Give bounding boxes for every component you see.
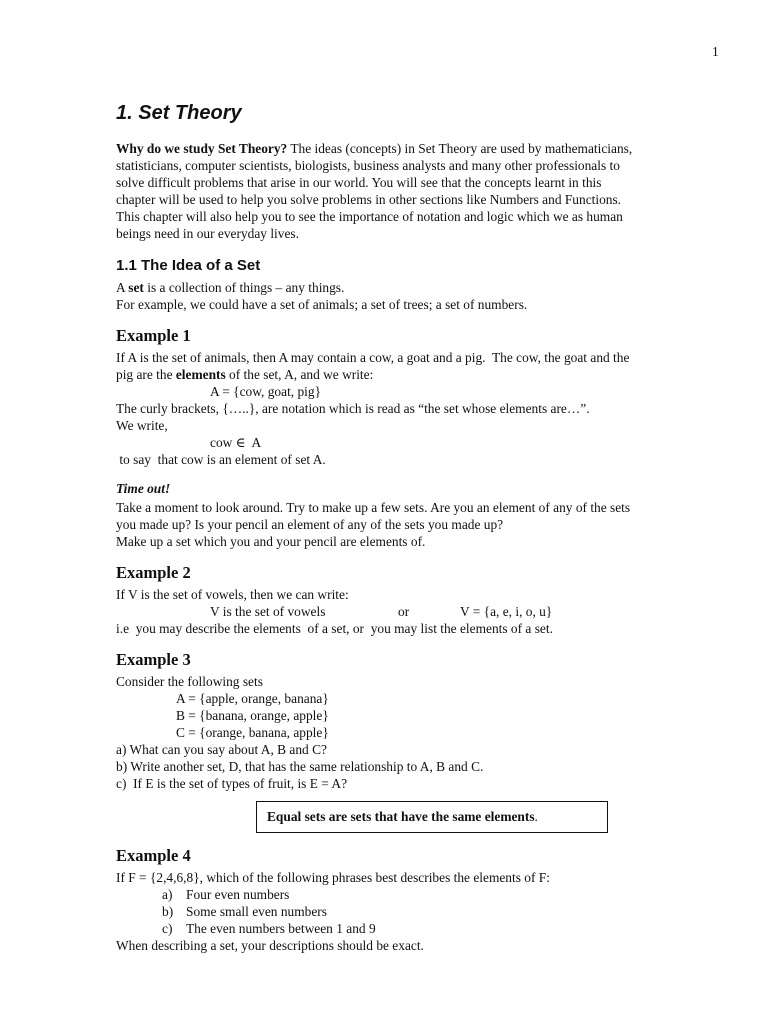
example-3-heading: Example 3: [116, 650, 191, 669]
text-span: is a collection of things – any things.: [143, 280, 345, 295]
page-number: 1: [712, 44, 719, 59]
page-content: [116, 100, 726, 954]
example-4-line: If F = {2,4,6,8}, which of the following phrases best describes the elements of F:: [116, 870, 550, 885]
option-label: a): [162, 887, 173, 902]
section-heading-1-1: 1.1 The Idea of a Set: [116, 257, 261, 274]
intro-lead: Why do we study Set Theory?: [116, 141, 288, 156]
intro-line: statisticians, computer scientists, biologists, business analysts and many other professionals to: [116, 158, 620, 173]
set-definition: [116, 279, 726, 296]
option-label: c): [162, 921, 173, 936]
option-label: b): [162, 904, 174, 919]
example-1-line: If A is the set of animals, then A may contain a cow, a goat and a pig. The cow, the goat and the: [116, 350, 630, 365]
term-elements: elements: [175, 367, 226, 382]
list-item: [162, 920, 726, 937]
options-list: [116, 886, 726, 937]
intro-line: beings need in our everyday lives.: [116, 226, 299, 241]
option-text: Four even numbers: [186, 887, 290, 902]
or-word: or: [398, 604, 410, 619]
example-3-intro: Consider the following sets: [116, 674, 263, 689]
membership-expression: cow ∈ A: [210, 435, 262, 450]
option-text: Some small even numbers: [186, 904, 327, 919]
intro-paragraph: [116, 140, 726, 242]
chapter-title: 1. Set Theory: [116, 102, 242, 124]
intro-line: This chapter will also help you to see the importance of notation and logic which we as human: [116, 209, 623, 224]
fruit-set: B = {banana, orange, apple}: [176, 708, 329, 723]
time-out-heading: Time out!: [116, 481, 171, 496]
example-3-question: b) Write another set, D, that has the same relationship to A, B and C.: [116, 759, 484, 774]
fruit-set: C = {orange, banana, apple}: [176, 725, 329, 740]
list-item: [162, 886, 726, 903]
option-text: The even numbers between 1 and 9: [186, 921, 376, 936]
example-3-question: c) If E is the set of types of fruit, is E = A?: [116, 776, 348, 791]
intro-line: chapter will be used to help you solve problems in other sections like Numbers and Functions.: [116, 192, 622, 207]
text-span: A: [116, 280, 129, 295]
text-span: of the set, A, and we write:: [225, 367, 374, 382]
vowel-set-row: [116, 603, 726, 620]
definition-period: .: [534, 809, 538, 824]
time-out-line: you made up? Is your pencil an element of any of the sets you made up?: [116, 517, 504, 532]
definition-text: Equal sets are sets that have the same elements: [267, 809, 535, 824]
fruit-set: A = {apple, orange, banana}: [176, 691, 329, 706]
example-4-heading: Example 4: [116, 846, 191, 865]
example-1-line: The curly brackets, {…..}, are notation which is read as “the set whose elements are…”.: [116, 401, 590, 416]
example-1-line: We write,: [116, 418, 168, 433]
equal-sets-definition-box: [256, 801, 608, 833]
time-out-line: Make up a set which you and your pencil are elements of.: [116, 534, 426, 549]
list-item: [162, 903, 726, 920]
example-2-heading: Example 2: [116, 563, 191, 582]
intro-line: solve difficult problems that arise in our world. You will see that the concepts learnt in this: [116, 175, 602, 190]
term-set: set: [128, 280, 144, 295]
example-2-line: i.e you may describe the elements of a set, or you may list the elements of a set.: [116, 621, 553, 636]
time-out-line: Take a moment to look around. Try to make up a few sets. Are you an element of any of the sets: [116, 500, 631, 515]
intro-line: The ideas (concepts) in Set Theory are used by mathematicians,: [287, 141, 633, 156]
example-1-line: to say that cow is an element of set A.: [116, 452, 326, 467]
set-examples-line: For example, we could have a set of animals; a set of trees; a set of numbers.: [116, 297, 528, 312]
example-1-line: [116, 366, 726, 383]
text-span: pig are the: [116, 367, 176, 382]
vowel-description: V is the set of vowels: [210, 604, 326, 619]
example-3-question: a) What can you say about A, B and C?: [116, 742, 327, 757]
example-2-line: If V is the set of vowels, then we can write:: [116, 587, 349, 602]
example-1-heading: Example 1: [116, 326, 191, 345]
vowel-list: V = {a, e, i, o, u}: [460, 604, 553, 619]
set-expression: A = {cow, goat, pig}: [210, 384, 322, 399]
example-4-closing: When describing a set, your descriptions should be exact.: [116, 938, 424, 953]
